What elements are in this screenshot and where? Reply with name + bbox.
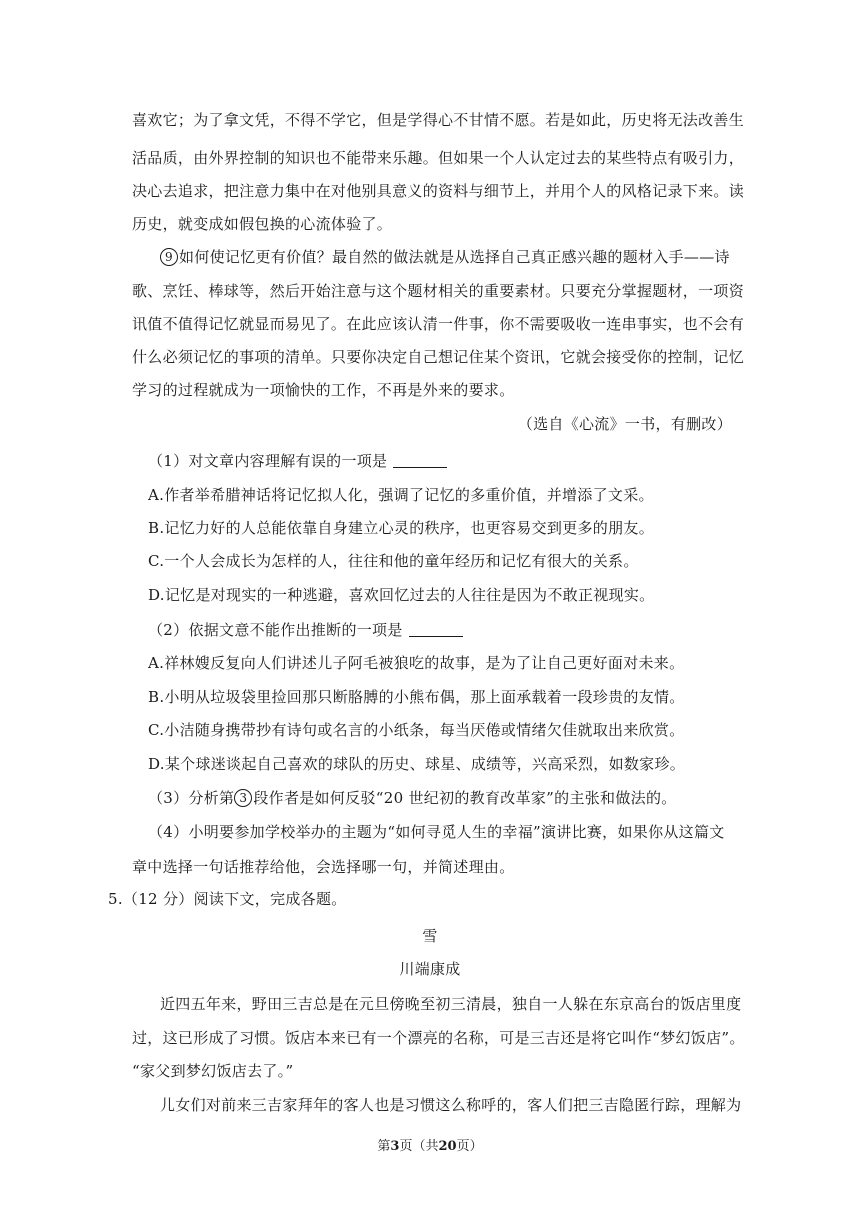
text-span: 页） xyxy=(456,1139,483,1154)
story-title: 雪 xyxy=(422,927,438,945)
text-line: 章中选择一句话推荐给他，会选择哪一句，并简述理由。 xyxy=(132,858,515,876)
text-line: 决心去追求，把注意力集中在对他别具意义的资料与细节上，并用个人的风格记录下来。读 xyxy=(132,182,745,200)
q1-option-c: C.一个人会成长为怎样的人，往往和他的童年经历和记忆有很大的关系。 xyxy=(148,552,639,570)
q2-option-d: D.某个球迷谈起自己喜欢的球队的历史、球星、成绩等，兴高采烈，如数家珍。 xyxy=(148,755,686,773)
question-5-heading: 5.（12 分）阅读下文，完成各题。 xyxy=(108,890,347,908)
paragraph-9-first-line xyxy=(160,246,732,268)
q1-option-d: D.记忆是对现实的一种逃避，喜欢回忆过去的人往往是因为不敢正视现实。 xyxy=(148,586,655,604)
text-span: 第 xyxy=(377,1139,391,1154)
text-line: 歌、烹饪、棒球等，然后开始注意与这个题材相关的重要素材。只要充分掌握题材，一项资 xyxy=(132,282,745,300)
answer-blank[interactable] xyxy=(393,453,447,468)
q2-option-a: A.祥林嫂反复向人们讲述儿子阿毛被狼吃的故事，是为了让自己更好面对未来。 xyxy=(148,654,685,672)
question-3 xyxy=(148,787,732,809)
page-number: 3 xyxy=(390,1139,400,1154)
text-line: 过，这已形成了习惯。饭店本来已有一个漂亮的名称，可是三吉还是将它叫作“梦幻饭店”。 xyxy=(132,1029,745,1047)
q2-option-b: B.小明从垃圾袋里捡回那只断胳膊的小熊布偶，那上面承载着一段珍贵的友情。 xyxy=(148,688,685,706)
source-citation: （选自《心流》一书，有删改） xyxy=(517,415,732,433)
question-2-stem xyxy=(148,619,732,641)
text-line: 学习的过程就成为一项愉快的工作，不再是外来的要求。 xyxy=(132,381,515,399)
page-total: 20 xyxy=(438,1139,457,1154)
text-line: 近四五年来，野田三吉总是在元旦傍晚至初三清晨，独自一人躲在东京高台的饭店里度 xyxy=(160,995,742,1013)
q1-option-b: B.记忆力好的人总能依靠自身建立心灵的秩序，也更容易交到更多的朋友。 xyxy=(148,519,654,537)
text-span: 页（共 xyxy=(399,1139,439,1154)
circled-number-3: 3 xyxy=(234,789,252,807)
text-span: （2）依据文意不能作出推断的一项是 xyxy=(148,621,403,639)
text-line: 喜欢它；为了拿文凭，不得不学它，但是学得心不甘情不愿。若是如此，历史将无法改善生 xyxy=(132,111,745,129)
page-footer xyxy=(0,1138,860,1156)
text-span: 段作者是如何反驳“20 世纪初的教育改革家”的主张和做法的。 xyxy=(253,789,677,807)
text-line: 儿女们对前来三吉家拜年的客人也是习惯这么称呼的，客人们把三吉隐匿行踪，理解为 xyxy=(160,1096,742,1114)
text-line: 活品质，由外界控制的知识也不能带来乐趣。但如果一个人认定过去的某些特点有吸引力， xyxy=(132,149,745,167)
question-4: （4）小明要参加学校举办的主题为“如何寻觅人生的幸福”演讲比赛，如果你从这篇文 xyxy=(148,823,725,841)
q2-option-c: C.小洁随身携带抄有诗句或名言的小纸条，每当厌倦或情绪欠佳就取出来欣赏。 xyxy=(148,721,685,739)
circled-number-9: 9 xyxy=(160,248,178,266)
question-1-stem xyxy=(148,450,732,472)
text-span: 如何使记忆更有价值？最自然的做法就是从选择自己真正感兴趣的题材入手——诗 xyxy=(179,248,730,266)
text-line: 什么必须记忆的事项的清单。只要你决定自己想记住某个资讯，它就会接受你的控制，记忆 xyxy=(132,348,745,366)
text-line: 讯值不值得记忆就显而易见了。在此应该认清一件事，你不需要吸收一连串事实，也不会有 xyxy=(132,315,745,333)
text-line: “家父到梦幻饭店去了。” xyxy=(132,1062,294,1080)
text-line: 历史，就变成如假包换的心流体验了。 xyxy=(132,215,393,233)
text-span: （1）对文章内容理解有误的一项是 xyxy=(148,452,388,470)
story-author: 川端康成 xyxy=(399,960,461,978)
q1-option-a: A.作者举希腊神话将记忆拟人化，强调了记忆的多重价值，并增添了文采。 xyxy=(148,486,654,504)
answer-blank[interactable] xyxy=(409,622,463,637)
text-span: （3）分析第 xyxy=(148,789,235,807)
